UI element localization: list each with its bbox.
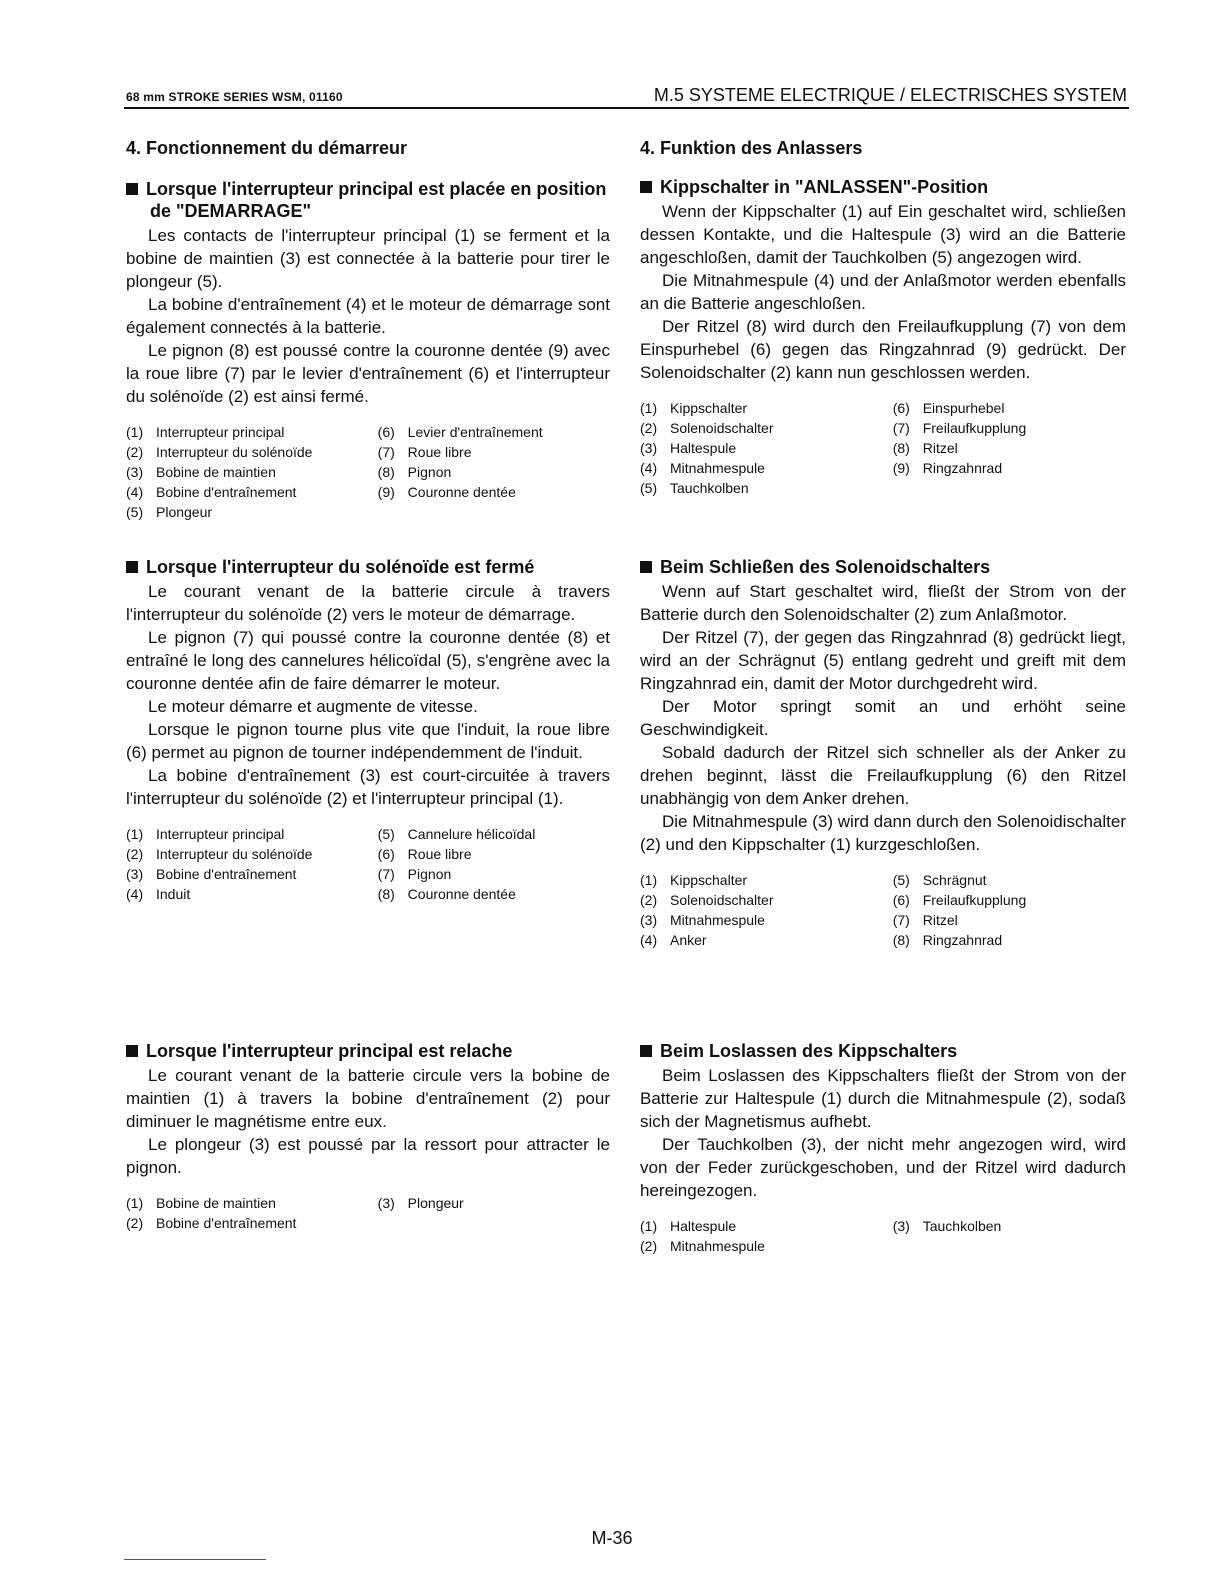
legend-number: (6) <box>892 892 910 908</box>
legend-number: (5) <box>126 504 144 520</box>
parts-legend <box>640 870 1126 950</box>
paragraph: Sobald dadurch der Ritzel sich schneller als der Anker zu drehen beginnt, lässt die Freilaufkupplung (6) den Ritzel unabhängig von dem Anker drehen. <box>640 743 1126 808</box>
legend-item <box>126 1213 378 1233</box>
paragraph: Les contacts de l'interrupteur principal (1) se ferment et la bobine de maintien (3) est connectée à la batterie pour tirer le plongeur (5). <box>126 226 610 291</box>
legend-number: (8) <box>377 886 395 902</box>
paragraph: Die Mitnahmespule (4) und der Anlaßmotor werden ebenfalls an die Batterie angeschloßen. <box>640 271 1126 313</box>
legend-item <box>893 398 1126 418</box>
parts-legend <box>640 1216 1126 1256</box>
legend-label: Ringzahnrad <box>922 460 1003 476</box>
legend-item <box>126 482 378 502</box>
legend-label: Interrupteur principal <box>156 826 285 842</box>
legend-label: Levier d'entraînement <box>407 424 543 440</box>
legend-item <box>640 398 893 418</box>
legend-number: (7) <box>892 912 910 928</box>
legend-label: Couronne dentée <box>407 886 516 902</box>
parts-legend <box>126 824 610 904</box>
legend-item <box>378 482 610 502</box>
page-header <box>124 83 1129 109</box>
legend-item <box>893 458 1126 478</box>
parts-legend <box>126 1193 610 1233</box>
legend-number: (2) <box>126 444 144 460</box>
square-bullet-icon <box>126 183 138 195</box>
legend-label: Bobine de maintien <box>156 464 276 480</box>
legend-item <box>126 442 378 462</box>
legend-label: Ritzel <box>922 440 958 456</box>
legend-item <box>640 910 893 930</box>
legend-label: Interrupteur principal <box>156 424 285 440</box>
legend-label: Roue libre <box>407 444 472 460</box>
legend-item <box>126 844 378 864</box>
legend-label: Bobine d'entraînement <box>156 866 297 882</box>
header-manual-ref: 68 mm STROKE SERIES WSM, 01160 <box>126 90 343 104</box>
paragraph: Der Ritzel (8) wird durch den Freilaufkupplung (7) von dem Einspurhebel (6) gegen das Ringzahnrad (9) gedrückt. Der Solenoidschalter (2) kann nun geschlossen werden. <box>640 317 1126 382</box>
legend-item <box>893 870 1126 890</box>
legend-label: Mitnahmespule <box>670 912 765 928</box>
paragraph: Der Tauchkolben (3), der nicht mehr angezogen wird, wird von der Feder zurückgeschoben, und der Ritzel wird dadurch hereingezogen. <box>640 1135 1126 1200</box>
paragraph: Le plongeur (3) est poussé par la ressort pour attracter le pignon. <box>126 1135 610 1177</box>
legend-label: Anker <box>670 932 707 948</box>
page-number: M-36 <box>591 1528 633 1548</box>
legend-item <box>126 502 378 522</box>
header-section-title: M.5 SYSTEME ELECTRIQUE / ELECTRISCHES SYSTEM <box>653 85 1127 105</box>
legend-item <box>893 418 1126 438</box>
legend-item <box>378 844 610 864</box>
section-title: 4. Fonctionnement du démarreur <box>126 138 408 158</box>
legend-number: (2) <box>640 892 658 908</box>
legend-label: Kippschalter <box>670 400 748 416</box>
legend-item <box>640 438 893 458</box>
parts-legend <box>640 398 1126 498</box>
legend-label: Mitnahmespule <box>670 460 765 476</box>
legend-label: Ritzel <box>922 912 958 928</box>
paragraph: Der Ritzel (7), der gegen das Ringzahnrad (8) gedrückt liegt, wird an der Schrägnut (5) entlang gedreht und greift mit dem Ringzahnrad ein, damit der Motor durchgedreht wird. <box>640 628 1126 693</box>
legend-label: Bobine d'entraînement <box>156 484 297 500</box>
legend-item <box>126 884 378 904</box>
legend-item <box>378 462 610 482</box>
legend-number: (4) <box>126 886 144 902</box>
legend-number: (2) <box>126 846 144 862</box>
legend-item <box>126 824 378 844</box>
square-bullet-icon <box>640 181 652 193</box>
legend-number: (8) <box>892 440 910 456</box>
legend-label: Pignon <box>407 866 452 882</box>
legend-number: (6) <box>377 424 395 440</box>
legend-label: Couronne dentée <box>407 484 516 500</box>
legend-number: (4) <box>640 460 658 476</box>
legend-label: Haltespule <box>670 440 737 456</box>
legend-item <box>126 422 378 442</box>
legend-item <box>378 884 610 904</box>
legend-item <box>640 890 893 910</box>
section-switch-released <box>640 1040 1126 1256</box>
legend-number: (5) <box>892 872 910 888</box>
legend-label: Plongeur <box>407 1195 464 1211</box>
paragraph: Wenn auf Start geschaltet wird, fließt der Strom von der Batterie durch den Solenoidschalter (2) zum Anlaßmotor. <box>640 582 1126 624</box>
legend-item <box>126 462 378 482</box>
legend-number: (2) <box>126 1215 144 1231</box>
paragraph: La bobine d'entraînement (3) est court-circuitée à travers l'interrupteur du solénoïde (2) et l'interrupteur principal (1). <box>126 766 610 808</box>
legend-number: (4) <box>640 932 658 948</box>
legend-label: Interrupteur du solénoïde <box>156 846 313 862</box>
legend-label: Schrägnut <box>922 872 987 888</box>
legend-item <box>893 890 1126 910</box>
legend-item <box>640 1216 893 1236</box>
paragraph: Wenn der Kippschalter (1) auf Ein geschaltet wird, schließen dessen Kontakte, und die Haltespule (3) wird an die Batterie angeschloßen, damit der Tauchkolben (5) angezogen wird. <box>640 202 1126 267</box>
paragraph: Beim Loslassen des Kippschalters fließt der Strom von der Batterie zur Haltespule (1) durch die Mitnahmespule (2), sodaß sich der Magnetismus aufhebt. <box>640 1066 1126 1131</box>
legend-item <box>126 1193 378 1213</box>
legend-number: (5) <box>640 480 658 496</box>
legend-label: Kippschalter <box>670 872 748 888</box>
legend-item <box>893 1216 1126 1236</box>
legend-number: (2) <box>640 1238 658 1254</box>
subsection-heading: Lorsque l'interrupteur principal est relache <box>126 1040 610 1062</box>
legend-label: Mitnahmespule <box>670 1238 765 1254</box>
legend-item <box>378 422 610 442</box>
legend-label: Induit <box>156 886 191 902</box>
section-start-position <box>126 178 610 522</box>
legend-label: Einspurhebel <box>922 400 1005 416</box>
section-start-position <box>640 176 1126 498</box>
legend-label: Freilaufkupplung <box>922 892 1027 908</box>
legend-number: (5) <box>377 826 395 842</box>
german-column <box>640 138 1126 1254</box>
legend-item <box>378 442 610 462</box>
legend-item <box>893 930 1126 950</box>
legend-number: (2) <box>640 420 658 436</box>
legend-label: Interrupteur du solénoïde <box>156 444 313 460</box>
paragraph: Lorsque le pignon tourne plus vite que l'induit, la roue libre (6) permet au pignon de tourner indépendemment de l'induit. <box>126 720 610 762</box>
legend-label: Cannelure hélicoïdal <box>407 826 536 842</box>
paragraph: Le courant venant de la batterie circule vers la bobine de maintien (1) à travers la bobine d'entraînement (2) pour diminuer le magnétisme entre eux. <box>126 1066 610 1131</box>
legend-label: Pignon <box>407 464 452 480</box>
paragraph: Der Motor springt somit an und erhöht seine Geschwindigkeit. <box>640 697 1126 739</box>
legend-number: (7) <box>377 444 395 460</box>
legend-item <box>893 438 1126 458</box>
legend-number: (3) <box>892 1218 910 1234</box>
legend-number: (8) <box>377 464 395 480</box>
legend-number: (1) <box>640 872 658 888</box>
legend-number: (1) <box>640 1218 658 1234</box>
legend-number: (3) <box>640 912 658 928</box>
legend-item <box>640 418 893 438</box>
legend-number: (8) <box>892 932 910 948</box>
legend-number: (9) <box>377 484 395 500</box>
footer-divider <box>124 1559 266 1560</box>
legend-label: Solenoidschalter <box>670 420 774 436</box>
paragraph: Le moteur démarre et augmente de vitesse. <box>148 697 478 716</box>
legend-number: (1) <box>126 826 144 842</box>
paragraph: La bobine d'entraînement (4) et le moteur de démarrage sont également connectés à la batterie. <box>126 295 610 337</box>
square-bullet-icon <box>640 561 652 573</box>
section-solenoid-closed <box>640 556 1126 950</box>
legend-label: Tauchkolben <box>670 480 749 496</box>
subsection-heading: Beim Schließen des Solenoidschalters <box>640 556 1126 578</box>
subsection-heading: Lorsque l'interrupteur principal est placée en position de "DEMARRAGE" <box>126 178 610 222</box>
legend-number: (1) <box>126 424 144 440</box>
paragraph: Le pignon (7) qui poussé contre la couronne dentée (8) et entraîné le long des cannelures hélicoïdal (5), s'engrène avec la couronne dentée afin de faire démarrer le moteur. <box>126 628 610 693</box>
legend-item <box>640 930 893 950</box>
legend-item <box>640 458 893 478</box>
legend-item <box>640 478 893 498</box>
legend-number: (9) <box>892 460 910 476</box>
legend-item <box>640 1236 893 1256</box>
paragraph: Le courant venant de la batterie circule à travers l'interrupteur du solénoïde (2) vers le moteur de démarrage. <box>126 582 610 624</box>
legend-number: (1) <box>126 1195 144 1211</box>
legend-number: (3) <box>377 1195 395 1211</box>
legend-number: (3) <box>126 464 144 480</box>
subsection-heading: Lorsque l'interrupteur du solénoïde est fermé <box>126 556 610 578</box>
legend-label: Bobine d'entraînement <box>156 1215 297 1231</box>
legend-label: Bobine de maintien <box>156 1195 276 1211</box>
french-column <box>126 138 610 1231</box>
legend-number: (1) <box>640 400 658 416</box>
section-solenoid-closed <box>126 556 610 904</box>
parts-legend <box>126 422 610 522</box>
legend-label: Plongeur <box>156 504 213 520</box>
section-switch-released <box>126 1040 610 1233</box>
legend-item <box>126 864 378 884</box>
subsection-heading: Kippschalter in "ANLASSEN"-Position <box>640 176 1126 198</box>
legend-number: (7) <box>892 420 910 436</box>
legend-label: Haltespule <box>670 1218 737 1234</box>
legend-label: Freilaufkupplung <box>922 420 1027 436</box>
legend-number: (6) <box>377 846 395 862</box>
legend-item <box>378 1193 610 1213</box>
legend-item <box>640 870 893 890</box>
square-bullet-icon <box>126 561 138 573</box>
section-title: 4. Funktion des Anlassers <box>640 138 863 158</box>
legend-item <box>378 824 610 844</box>
square-bullet-icon <box>126 1045 138 1057</box>
legend-label: Ringzahnrad <box>922 932 1003 948</box>
legend-number: (3) <box>126 866 144 882</box>
legend-label: Tauchkolben <box>922 1218 1002 1234</box>
legend-number: (7) <box>377 866 395 882</box>
legend-label: Solenoidschalter <box>670 892 774 908</box>
paragraph: Die Mitnahmespule (3) wird dann durch den Solenoidischalter (2) und den Kippschalter (1) kurzgeschloßen. <box>640 812 1126 854</box>
legend-number: (3) <box>640 440 658 456</box>
legend-number: (6) <box>892 400 910 416</box>
legend-number: (4) <box>126 484 144 500</box>
legend-label: Roue libre <box>407 846 472 862</box>
square-bullet-icon <box>640 1045 652 1057</box>
legend-item <box>378 864 610 884</box>
legend-item <box>893 910 1126 930</box>
subsection-heading: Beim Loslassen des Kippschalters <box>640 1040 1126 1062</box>
paragraph: Le pignon (8) est poussé contre la couronne dentée (9) avec la roue libre (7) par le levier d'entraînement (6) et l'interrupteur du solénoïde (2) est ainsi fermé. <box>126 341 610 406</box>
